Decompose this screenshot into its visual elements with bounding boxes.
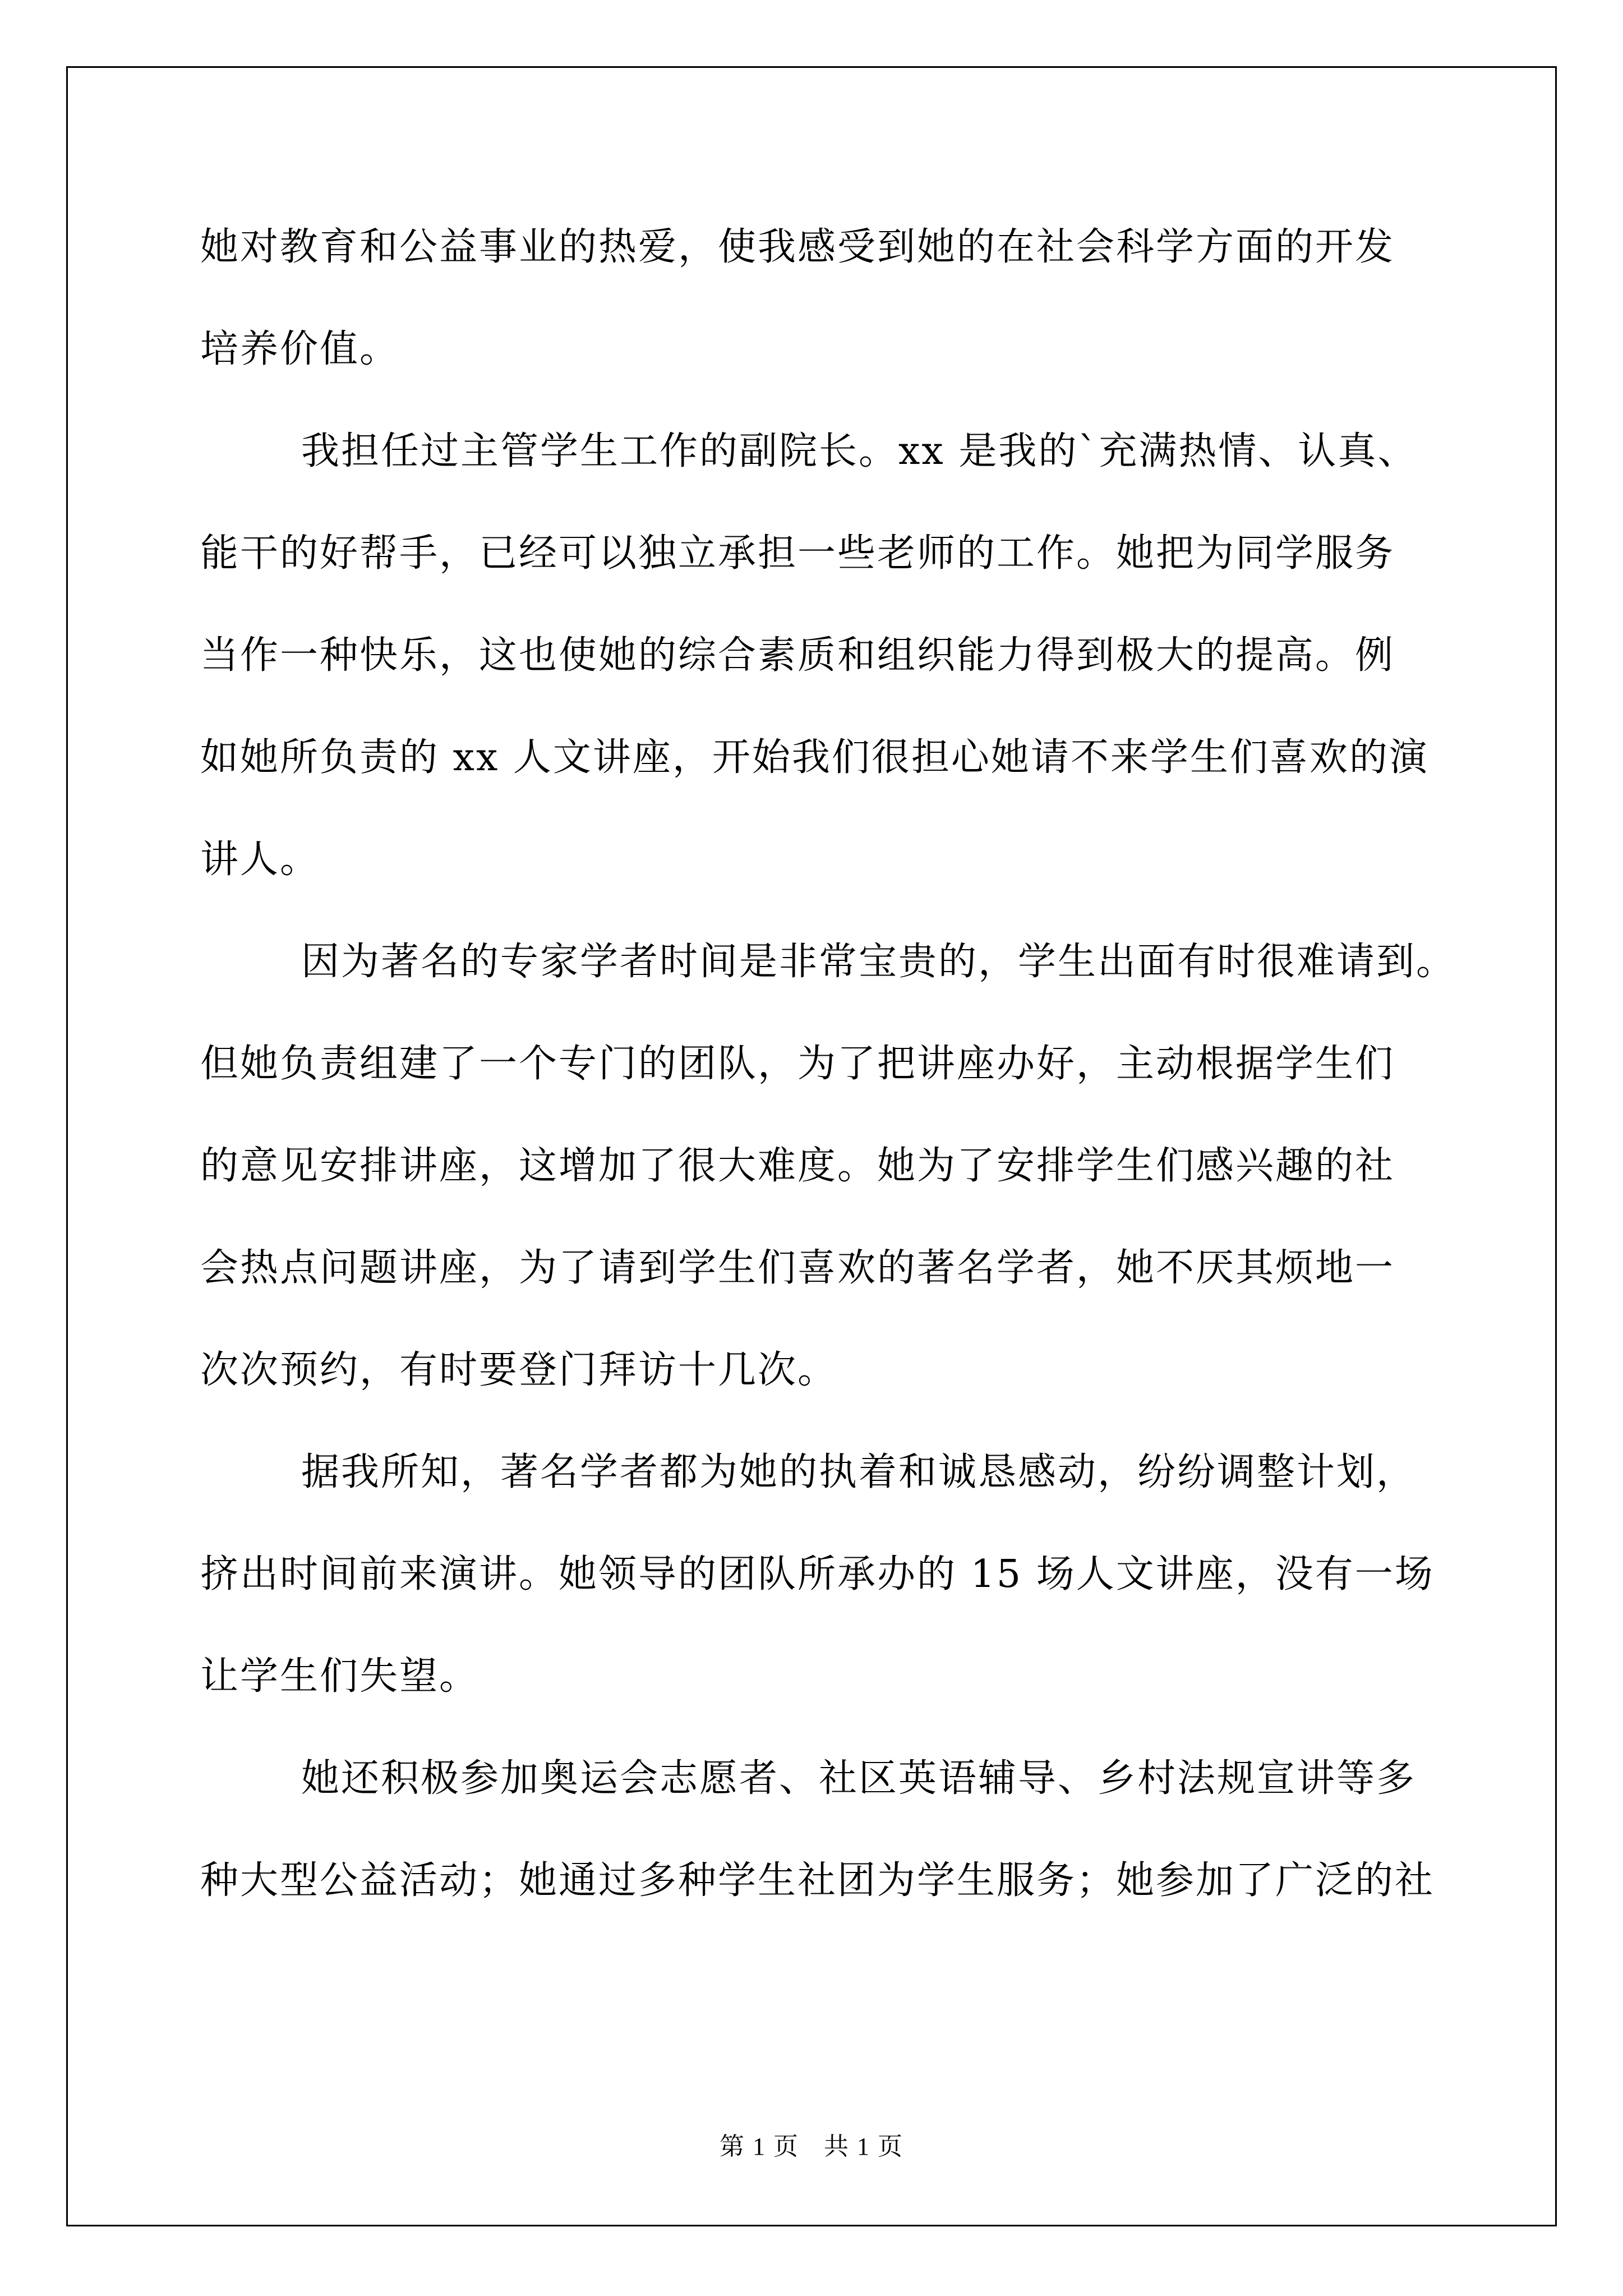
text-line-5: 当作一种快乐，这也使她的综合素质和组织能力得到极大的提高。例: [200, 633, 1395, 678]
text-line-16: 她还积极参加奥运会志愿者、社区英语辅导、乡村法规宣讲等多: [301, 1756, 1417, 1801]
text-line-8: 因为著名的专家学者时间是非常宝贵的，学生出面有时很难请到。: [301, 940, 1456, 984]
text-line-14: 挤出时间前来演讲。她领导的团队所承办的 15 场人文讲座，没有一场: [200, 1552, 1435, 1596]
text-line-17: 种大型公益活动；她通过多种学生社团为学生服务；她参加了广泛的社: [200, 1858, 1435, 1903]
text-line-13: 据我所知，著名学者都为她的执着和诚恳感动，纷纷调整计划，: [301, 1450, 1417, 1494]
text-line-1: 她对教育和公益事业的热爱，使我感受到她的在社会科学方面的开发: [200, 225, 1395, 269]
text-line-15: 让学生们失望。: [200, 1654, 479, 1699]
text-line-2: 培养价值。: [200, 327, 400, 371]
page-number: 第 1 页: [720, 2133, 799, 2160]
text-line-10: 的意见安排讲座，这增加了很大难度。她为了安排学生们感兴趣的社: [200, 1144, 1395, 1188]
text-line-3: 我担任过主管学生工作的副院长。xx 是我的`充满热情、认真、: [301, 429, 1418, 473]
text-line-7: 讲人。: [200, 838, 320, 882]
document-body: [200, 196, 1456, 1932]
text-line-6: 如她所负责的 xx 人文讲座，开始我们很担心她请不来学生们喜欢的演: [200, 735, 1429, 780]
page-footer: [0, 2130, 1623, 2164]
page-total: 共 1 页: [824, 2133, 903, 2160]
text-line-12: 次次预约，有时要登门拜访十几次。: [200, 1348, 838, 1392]
text-line-9: 但她负责组建了一个专门的团队，为了把讲座办好，主动根据学生们: [200, 1042, 1395, 1086]
text-line-11: 会热点问题讲座，为了请到学生们喜欢的著名学者，她不厌其烦地一: [200, 1246, 1395, 1290]
text-line-4: 能干的好帮手，已经可以独立承担一些老师的工作。她把为同学服务: [200, 531, 1395, 576]
